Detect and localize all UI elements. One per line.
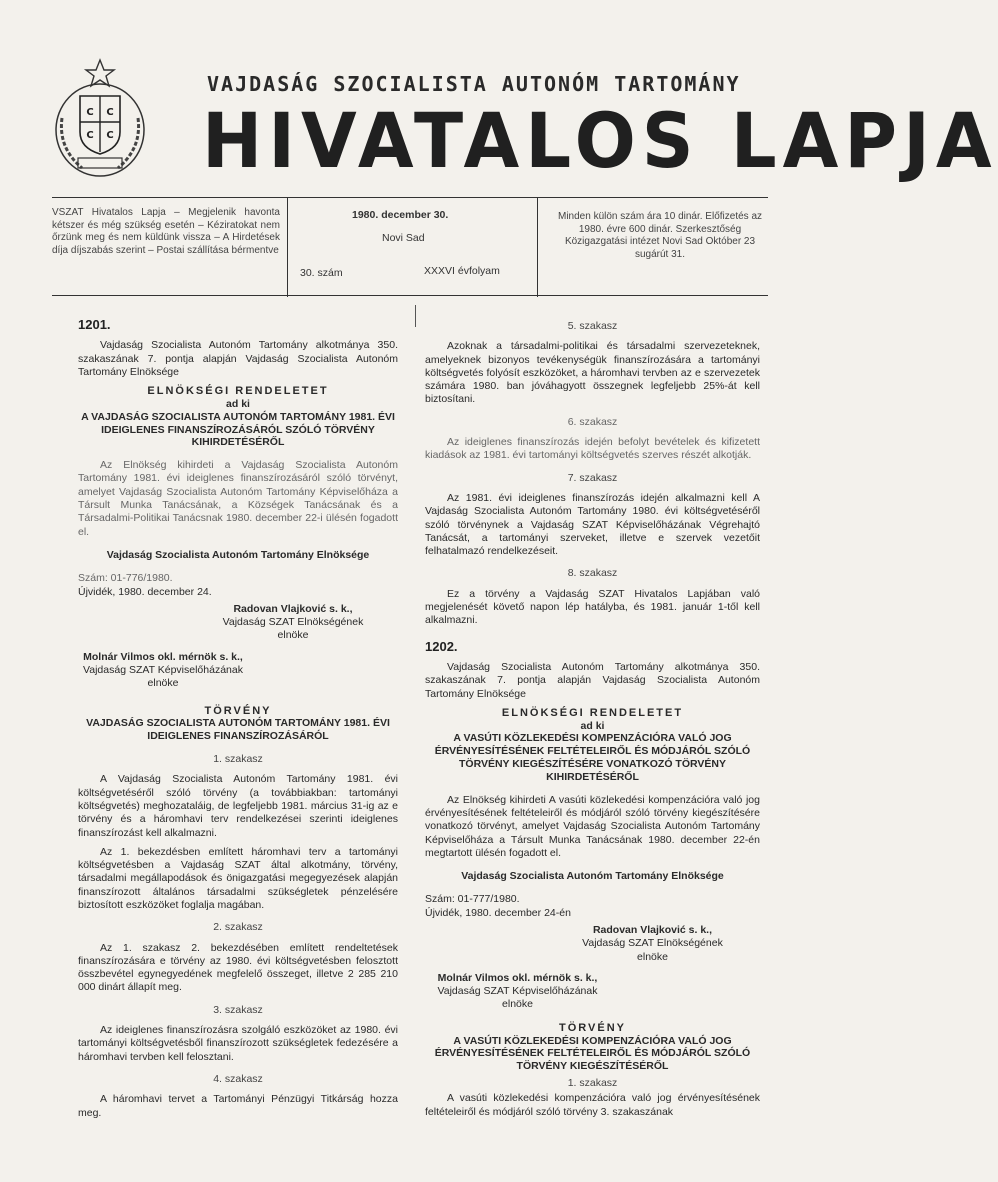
decree-heading [425, 707, 760, 784]
section-paragraph: Az 1. szakasz 2. bekezdésében említett rendeltetések finanszírozására e törvény az 1980. évi költségvetésben felosztott összbevétel egynegyedének megfelelő összeget, illetve 2 285 210 000 dinárt állapít meg. [78, 941, 398, 994]
signature-name: Molnár Vilmos okl. mérnök s. k., [83, 650, 243, 663]
issue-city: Novi Sad [382, 232, 425, 244]
signature-role-title: elnöke [277, 629, 309, 642]
signature-role-title: elnöke [502, 998, 533, 1011]
column-divider [415, 305, 416, 327]
decree-subtitle: ad ki [226, 397, 250, 410]
section-heading: 5. szakasz [567, 320, 618, 332]
decree-heading [78, 385, 398, 449]
svg-text:C: C [86, 107, 94, 118]
issue-volume: XXXVI évfolyam [424, 265, 500, 277]
issue-number: 30. szám [300, 267, 343, 279]
decree-law-title: A VASÚTI KÖZLEKEDÉSI KOMPENZÁCIÓRA VALÓ JOG ÉRVÉNYESÍTÉSÉNEK FELTÉTELEIRŐL ÉS MÓDJÁRÓL SZÓLÓ TÖRVÉNY KIEGÉSZÍTÉSÉRE VONATKOZÓ TÖRVÉNY KIHIRDETÉSÉRŐL [434, 732, 751, 783]
svg-text:C: C [86, 130, 94, 141]
masthead-province: VAJDASÁG SZOCIALISTA AUTONÓM TARTOMÁNY [207, 72, 741, 96]
signature-role: Vajdaság SZAT Elnökségének [222, 616, 364, 629]
law-heading [78, 705, 398, 743]
section-heading: 3. szakasz [213, 1003, 263, 1016]
law-heading [425, 1022, 760, 1073]
coat-of-arms-icon [52, 58, 148, 180]
info-rule-top [52, 197, 768, 198]
section-paragraph: Az ideiglenes finanszírozás idején befolyt bevételek és kifizetett kiadások az 1981. évi tartományi költségvetés szerves részét alkotják. [425, 436, 760, 462]
signature-name: Molnár Vilmos okl. mérnök s. k., [437, 971, 598, 984]
section-paragraph: Az 1981. évi ideiglenes finanszírozás idején alkalmazni kell A Vajdaság Szocialista Autonóm Tartomány 1980. évi költségvetéséről szóló törvénynek a Vajdaság SZAT Képviselőházának Végrehajtó Tanácsát, a tartományi szerveket, illetve e szervek vezetőit felhatalmazó rendelkezéseit. [425, 491, 760, 558]
law-subtitle: VAJDASÁG SZOCIALISTA AUTONÓM TARTOMÁNY 1981. ÉVI IDEIGLENES FINANSZÍROZÁSÁRÓL [86, 717, 390, 743]
right-column [425, 318, 760, 1125]
svg-text:C: C [106, 130, 114, 141]
decree-intro: Vajdaság Szocialista Autonóm Tartomány alkotmánya 350. szakaszának 7. pontja alapján Vajdaság Szocialista Autonóm Tartomány Elnöksége [425, 660, 760, 700]
section-paragraph: Azoknak a társadalmi-politikai és társadalmi szervezeteknek, amelyeknek bizonyos tevékenységük finanszírozására a tartományi költségvetés folyósít eszközöket, a háromhavi tervben az e szervezetek számára 1980. ban jóváhagyott összegnek legfeljebb 25%-át kell biztosítani. [425, 340, 760, 406]
section-heading: 1. szakasz [567, 1076, 618, 1089]
entry-number: 1202. [425, 638, 458, 654]
signature-assembly [78, 651, 248, 691]
entry-number: 1201. [78, 317, 111, 332]
reference-number: Szám: 01-777/1980. [425, 893, 520, 906]
section-heading: 2. szakasz [213, 921, 263, 934]
signature-name: Radovan Vlajković s. k., [592, 923, 713, 936]
info-divider-right [537, 197, 538, 297]
section-paragraph: Ez a törvény a Vajdaság SZAT Hivatalos Lapjában való megjelenését követő napon lép hatályba, és 1981. január 1-től kell alkalmazni. [425, 587, 760, 627]
decree-body: Az Elnökség kihirdeti a Vajdaság Szocialista Autonóm Tartomány 1981. évi ideiglenes finanszírozásáról szóló törvényt, amelyet Vajdaság Szocialista Autonóm Tartomány Képviselőháza a Társult Munka Tanácsának, a Községek Tanácsának és a Társadalmi-Politikai Tanácsnak 1980. december 22-i ülésén fogadott el. [78, 459, 398, 538]
section-paragraph: A háromhavi tervet a Tartományi Pénzügyi Titkárság hozza meg. [78, 1093, 398, 1119]
info-rule-bottom [52, 295, 768, 296]
law-title: TÖRVÉNY [204, 704, 272, 717]
signature-role-title: elnöke [147, 677, 179, 690]
signature-role: Vajdaság SZAT Képviselőházának [437, 985, 598, 998]
signature-president [188, 603, 398, 643]
decree-body: Az Elnökség kihirdeti A vasúti közlekedési kompenzációra való jog érvényesítésének feltételeiről és módjáról szóló törvény kiegészítésére vonatkozó törvényt, amelyet Vajdaság Szocialista Autonóm Tartomány Képviselőháza a Társult Munka Tanácsának 1980. december 22-én megtartott ülésén fogadott el. [425, 793, 760, 859]
subscription-notice: Minden külön szám ára 10 dinár. Előfizetés az 1980. évre 600 dinár. Szerkesztőség Közigazgatási intézet Novi Sad Október 23 sugárút 31. [558, 211, 762, 260]
reference-number: Szám: 01-776/1980. [78, 572, 173, 585]
masthead-title: HIVATALOS LAPJA [202, 96, 998, 186]
decree-title: ELNÖKSÉGI RENDELETET [147, 385, 329, 398]
section-heading: 4. szakasz [213, 1072, 263, 1085]
reference-date: Újvidék, 1980. december 24. [78, 585, 212, 598]
decree-title: ELNÖKSÉGI RENDELETET [501, 706, 684, 719]
law-subtitle: A VASÚTI KÖZLEKEDÉSI KOMPENZÁCIÓRA VALÓ JOG ÉRVÉNYESÍTÉSÉNEK FELTÉTELEIRŐL ÉS MÓDJÁRÓL SZÓLÓ TÖRVÉNY KIEGÉSZÍTÉSÉRŐL [434, 1034, 751, 1073]
signature-role-title: elnöke [637, 950, 668, 963]
decree-law-title: A VAJDASÁG SZOCIALISTA AUTONÓM TARTOMÁNY 1981. ÉVI IDEIGLENES FINANSZÍROZÁSÁRÓL SZÓLÓ TÖRVÉNY KIHIRDETÉSÉRŐL [81, 410, 395, 449]
publication-notice: VSZAT Hivatalos Lapja – Megjelenik havonta kétszer és még szükség esetén – Kéziratokat nem őrzünk meg és nem küldünk vissza – A Hirdetések díja díjszabás szerint – Postai szállítása bérmentve [52, 207, 280, 256]
svg-text:C: C [106, 107, 114, 118]
reference-date: Újvidék, 1980. december 24-én [425, 906, 571, 919]
law-title: TÖRVÉNY [559, 1021, 626, 1034]
section-paragraph: A Vajdaság Szocialista Autonóm Tartomány 1981. évi költségvetéséről szóló törvény (a továbbiakban: tartományi költségvetés) meghozataláig, de legfeljebb 1981. március 31-ig az e törvény és a háromhavi terv rendelkezései szerinti ideiglenes finanszírozást kell alkalmazni. [78, 773, 398, 839]
info-divider-left [287, 197, 288, 297]
presidency-name: Vajdaság Szocialista Autonóm Tartomány Elnöksége [106, 548, 370, 561]
section-heading: 1. szakasz [213, 753, 263, 766]
info-bar [52, 197, 768, 297]
signature-role: Vajdaság SZAT Elnökségének [582, 937, 723, 950]
left-column [78, 318, 398, 1126]
section-paragraph: Az ideiglenes finanszírozásra szolgáló eszközöket az 1980. évi tartományi költségvetésből finanszírozott szükségletek fedezésére a háromhavi tervben kell felosztani. [78, 1024, 398, 1063]
section-heading: 7. szakasz [567, 471, 618, 484]
signature-assembly [425, 972, 610, 1012]
signature-president [545, 924, 760, 964]
decree-subtitle: ad ki [580, 719, 605, 732]
section-paragraph: A vasúti közlekedési kompenzációra való jog érvényesítésének feltételeiről és módjáról szóló törvény 3. szakaszának [425, 1092, 760, 1118]
presidency-name: Vajdaság Szocialista Autonóm Tartomány Elnöksége [461, 870, 724, 883]
section-heading: 8. szakasz [567, 567, 618, 580]
signature-role: Vajdaság SZAT Képviselőházának [83, 664, 243, 677]
decree-intro: Vajdaság Szocialista Autonóm Tartomány alkotmánya 350. szakaszának 7. pontja alapján Vajdaság Szocialista Autonóm Tartomány Elnöksége [78, 339, 398, 378]
section-paragraph: Az 1. bekezdésben említett háromhavi terv a tartományi költségvetésben a Vajdaság SZAT által alkotmány, törvény, társadalmi megállapodások és önigazgatási megegyezések alapján finanszírozott általános társadalmi szükségletek pénzelésére biztosított eszközöket foglalja magában. [78, 845, 398, 911]
issue-date: 1980. december 30. [352, 209, 449, 221]
section-heading: 6. szakasz [567, 415, 618, 428]
signature-name: Radovan Vlajković s. k., [233, 602, 353, 615]
